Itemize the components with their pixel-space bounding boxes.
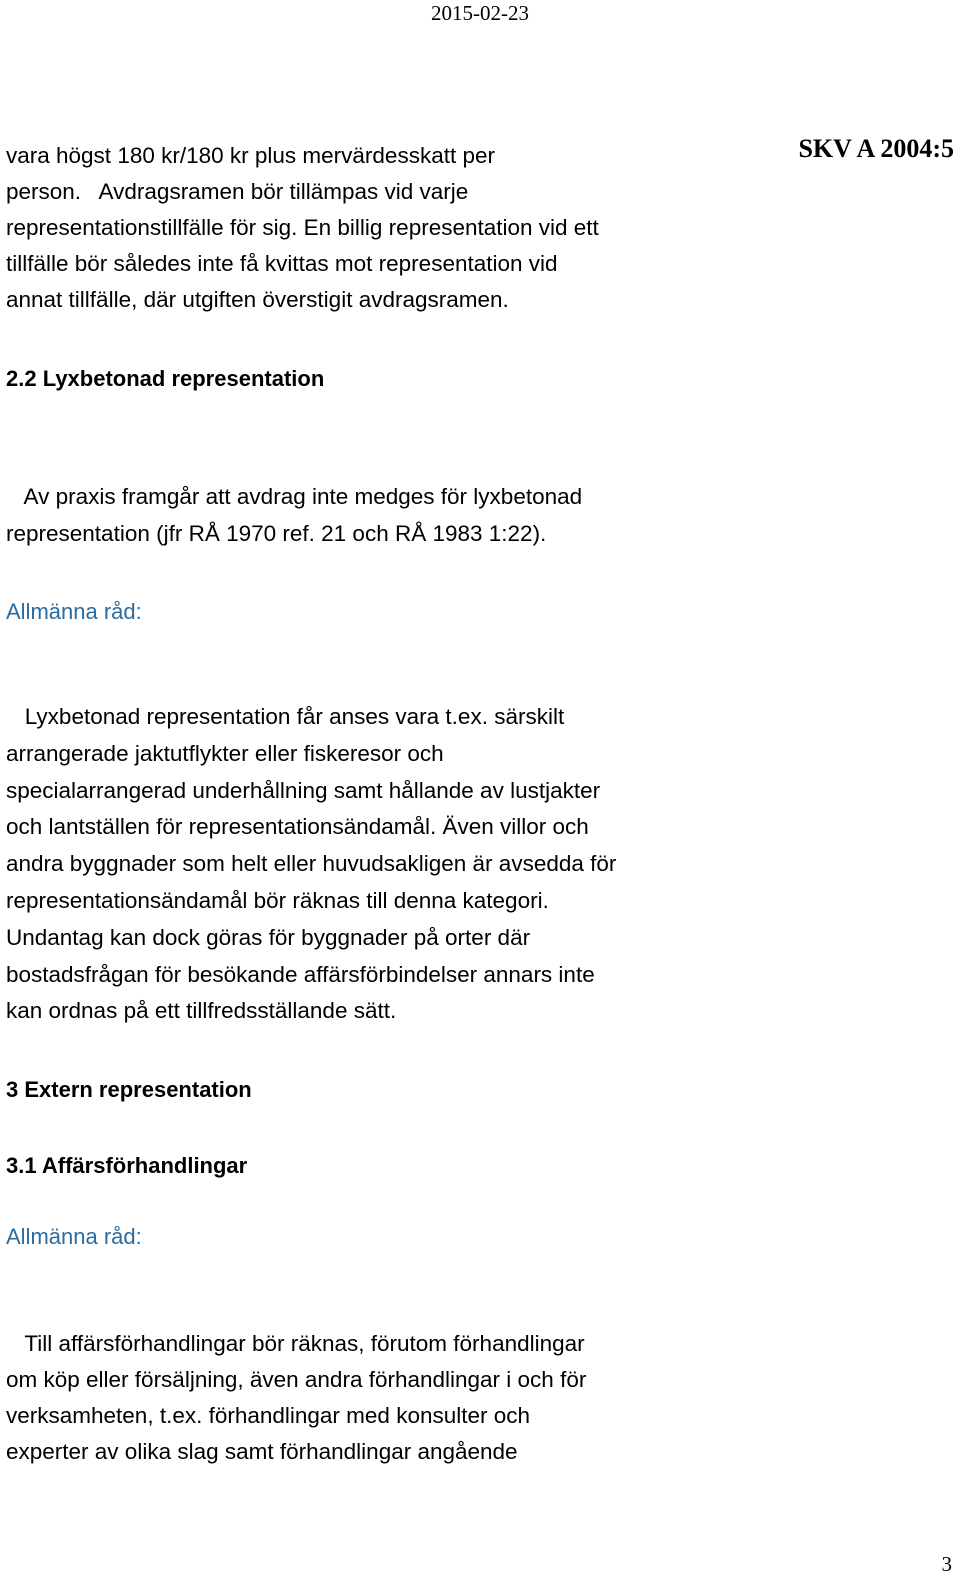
section-2-2-body (6, 478, 582, 552)
text-line: specialarrangerad underhållning samt hållande av lustjakter (6, 777, 601, 803)
section-heading-2-2: 2.2 Lyxbetonad representation (6, 366, 325, 391)
advice-heading-2-2: Allmänna råd: (6, 599, 142, 624)
text-line: Av praxis framgår att avdrag inte medges för lyxbetonad (6, 484, 583, 509)
header-date: 2015-02-23 (431, 1, 529, 25)
text-line: Undantag kan dock göras för byggnader på orter där (6, 924, 531, 950)
advice-body-3-1 (6, 1326, 586, 1470)
text-line: person. Avdragsramen bör tillämpas vid varje (6, 179, 469, 204)
advice-heading-3-1: Allmänna råd: (6, 1224, 142, 1249)
text-line: arrangerade jaktutflykter eller fiskeresor och (6, 740, 444, 766)
text-line: Lyxbetonad representation får anses vara t.ex. särskilt (6, 704, 565, 729)
document-code: SKV A 2004:5 (798, 134, 954, 163)
text-line: experter av olika slag samt förhandlingar angående (6, 1439, 518, 1464)
text-line: verksamheten, t.ex. förhandlingar med konsulter och (6, 1403, 531, 1428)
section-heading-3: 3 Extern representation (6, 1077, 252, 1102)
text-line: representation (jfr RÅ 1970 ref. 21 och RÅ 1983 1:22). (6, 521, 547, 546)
page-number: 3 (941, 1552, 952, 1576)
text-line: Till affärsförhandlingar bör räknas, förutom förhandlingar (6, 1331, 585, 1356)
text-line: bostadsfrågan för besökande affärsförbindelser annars inte (6, 961, 595, 987)
text-line: andra byggnader som helt eller huvudsakligen är avsedda för (6, 851, 617, 877)
advice-body-2-2 (6, 699, 616, 1030)
text-line: annat tillfälle, där utgiften överstigit avdragsramen. (6, 287, 509, 312)
text-line: tillfälle bör således inte få kvittas mot representation vid (6, 251, 558, 276)
text-line: vara högst 180 kr/180 kr plus mervärdesskatt per (6, 143, 495, 168)
text-line: representationstillfälle för sig. En billig representation vid ett (6, 215, 599, 240)
intro-paragraph (6, 138, 599, 318)
text-line: och lantställen för representationsändamål. Även villor och (6, 814, 589, 840)
section-heading-3-1: 3.1 Affärsförhandlingar (6, 1153, 248, 1178)
text-line: kan ordnas på ett tillfredsställande sätt. (6, 998, 397, 1024)
text-line: representationsändamål bör räknas till denna kategori. (6, 887, 549, 913)
text-line: om köp eller försäljning, även andra förhandlingar i och för (6, 1367, 587, 1392)
